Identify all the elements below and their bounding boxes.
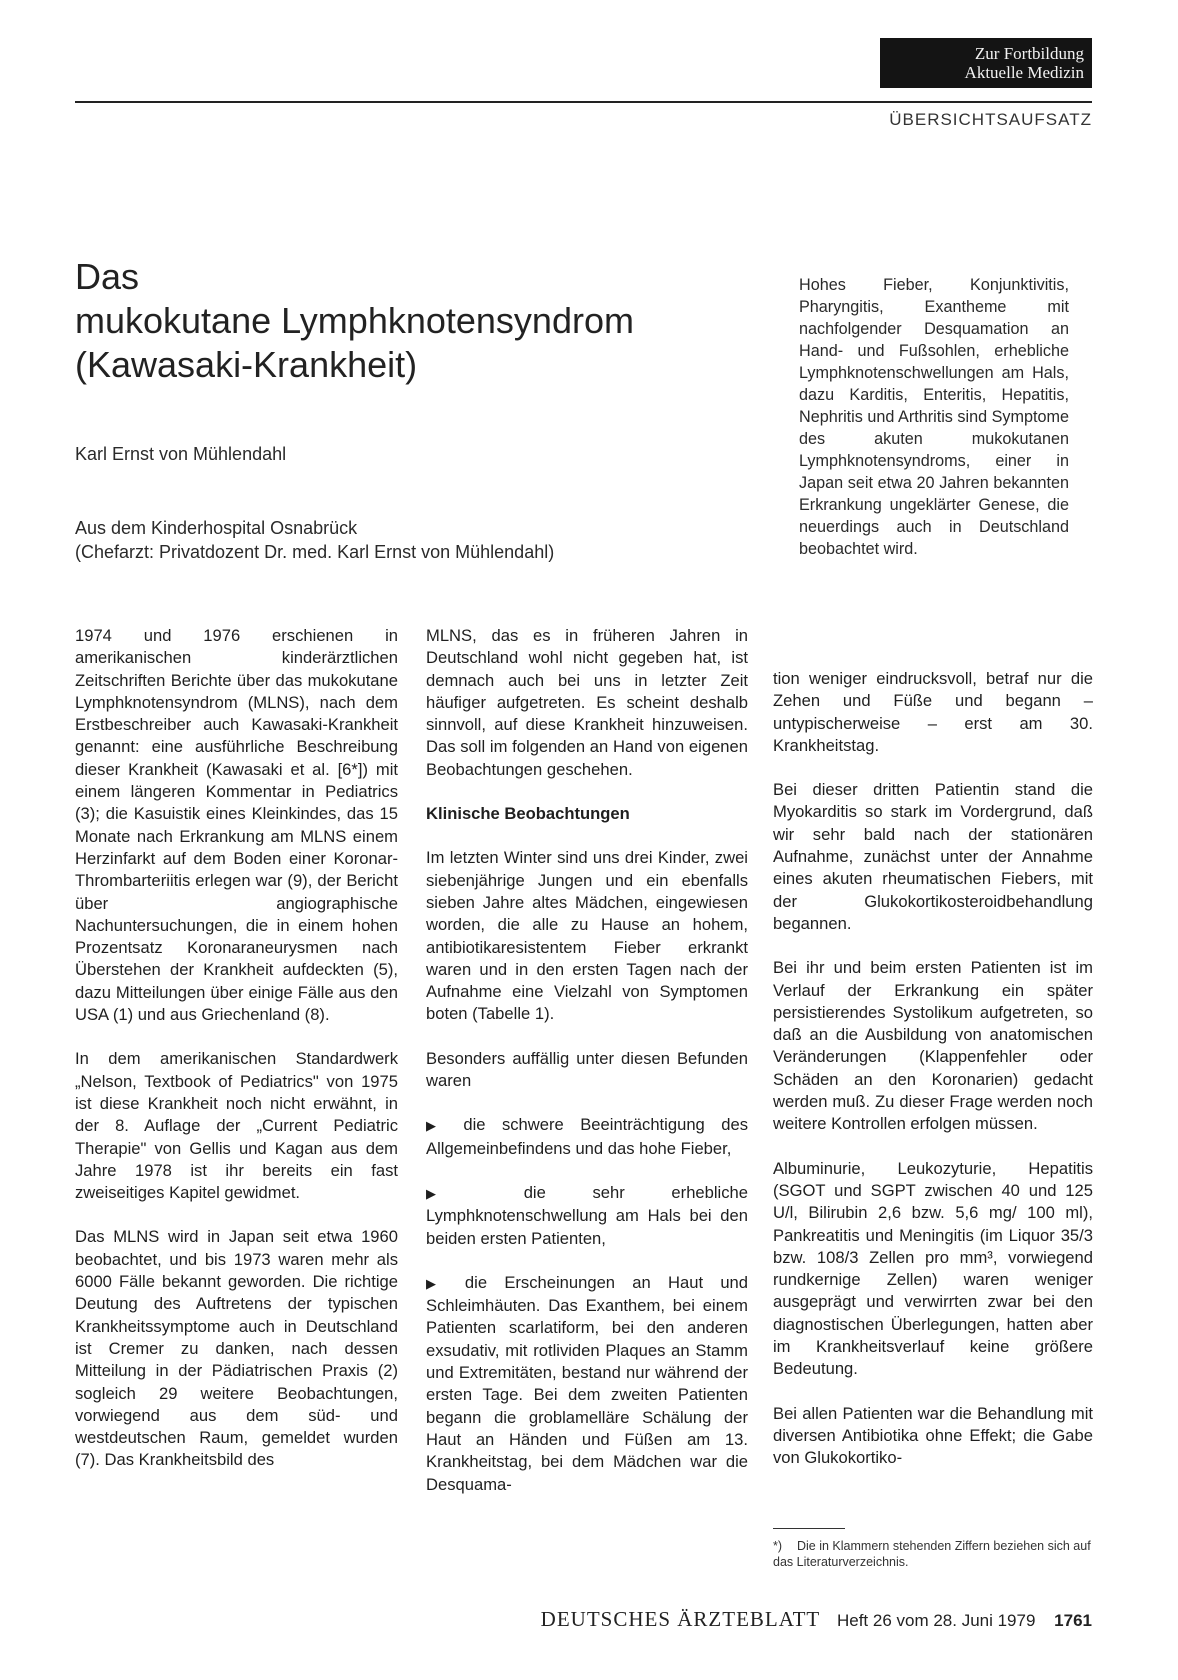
journal-name: DEUTSCHES ÄRZTEBLATT <box>540 1607 821 1631</box>
page-number: 1761 <box>1054 1611 1092 1630</box>
header-rule <box>75 101 1092 103</box>
paragraph: Bei ihr und beim ersten Patienten ist im Verlauf der Erkrankung ein später persistierendes Systolikum aufgetreten, so daß an die Ausbildung von anatomischen Veränderungen (Klappenfehler oder Schäden an den Koronarien) gedacht werden muß. Zu dieser Frage werden noch weitere Kontrollen erfolgen müssen. <box>773 958 1093 1134</box>
paragraph: Bei dieser dritten Patientin stand die Myokarditis so stark im Vordergrund, daß wir sehr bald nach der stationären Aufnahme, zunächst unter der Annahme eines akuten rheumatischen Fiebers, mit der Glukokortikosteroidbehandlung begannen. <box>773 780 1093 933</box>
issue-info: Heft 26 vom 28. Juni 1979 <box>836 1611 1036 1630</box>
series-badge <box>880 38 1092 88</box>
text-column-2 <box>426 625 748 1518</box>
page-footer <box>541 1607 1092 1632</box>
section-heading: Klinische Beobachtungen <box>426 804 630 824</box>
section-label: ÜBERSICHTSAUFSATZ <box>889 110 1092 129</box>
badge-line-2: Aktuelle Medizin <box>964 63 1084 82</box>
paragraph: 1974 und 1976 erschienen in amerikanischen kinderärztlichen Zeitschriften Berichte über das mukokutane Lymphknotensyndrom (MLNS), nach dem Erstbeschreiber auch Kawasaki-Krankheit genannt: eine ausführliche Beschreibung dieser Krankheit (Kawasaki et al. [6*]) mit einem längeren Kommentar in Pediatrics (3); die Kasuistik eines Kleinkindes, das 15 Monate nach Erkrankung am MLNS einem Herzinfarkt auf dem Boden einer Koronar-Thrombarteriitis erlegen war (9), der Bericht über angiographische Nachuntersuchungen, die in einem hohen Prozentsatz Koronaraneurysmen nach Überstehen der Krankheit aufdeckten (5), dazu Mitteilungen über einige Fälle aus den USA (1) und aus Griechenland (8). <box>75 626 398 1025</box>
badge-line-1: Zur Fortbildung <box>974 44 1084 63</box>
paragraph: MLNS, das es in früheren Jahren in Deutschland wohl nicht gegeben hat, ist demnach auch bei uns in letzter Zeit häufiger aufgetreten. Es scheint deshalb sinnvoll, auf diese Krankheit hinzuweisen. Das soll im folgenden an Hand von eigenen Beobachtungen geschehen. <box>426 626 748 779</box>
text-column-3 <box>773 668 1093 1492</box>
footnote-text: Die in Klammern stehenden Ziffern beziehen sich auf das Literaturverzeichnis. <box>773 1539 1091 1569</box>
title-line-2: mukokutane Lymphknotensyndrom <box>75 300 634 341</box>
affiliation <box>75 516 554 564</box>
paragraph: Im letzten Winter sind uns drei Kinder, zwei siebenjährige Jungen und ein ebenfalls sieben Jahre altes Mädchen, eingewiesen worden, die alle zu Hause an hohem, antibiotikaresistentem Fieber erkrankt waren und in den ersten Tagen nach der Aufnahme eine Vielzahl von Symptomen boten (Tabelle 1). <box>426 848 748 1024</box>
paragraph: Bei allen Patienten war die Behandlung mit diversen Antibiotika ohne Effekt; die Gabe von Glukokortiko- <box>773 1403 1093 1468</box>
footnote-rule <box>773 1528 845 1529</box>
text-column-1 <box>75 625 398 1494</box>
paragraph: In dem amerikanischen Standardwerk „Nelson, Textbook of Pediatrics" von 1975 ist diese Krankheit noch nicht erwähnt, in der 8. Auflage der „Current Pediatric Therapie" von Gellis und Kagan aus dem Jahre 1978 ist ihr bereits ein fast zweiseitiges Kapitel gewidmet. <box>75 1049 398 1203</box>
bullet-item: ▶ die schwere Beeinträchtigung des Allgemeinbefindens und das hohe Fieber, <box>426 1114 748 1160</box>
bullet-item: ▶ die Erscheinungen an Haut und Schleimhäuten. Das Exanthem, bei einem Patienten scarlatiform, bei den anderen exsudativ, mit rotlividen Plaques an Stamm und Extremitäten, bestand nur während der ersten Tage. Bei dem zweiten Patienten begann die groblamelläre Schälung der Haut an Händen und Füßen am 13. Krankheitstag, bei dem Mädchen war die Desquama- <box>426 1272 748 1496</box>
abstract: Hohes Fieber, Konjunktivitis, Pharyngitis, Exantheme mit nachfolgender Desquamation an Hand- und Fußsohlen, erhebliche Lymphknotenschwellungen am Hals, dazu Karditis, Enteritis, Hepatitis, Nephritis und Arthritis sind Symptome des akuten mukokutanen Lymphknotensyndroms, einer in Japan seit etwa 20 Jahren bekannten Erkrankung ungeklärter Genese, die neuerdings auch in Deutschland beobachtet wird. <box>799 276 1069 558</box>
paragraph: Albuminurie, Leukozyturie, Hepatitis (SGOT und SGPT zwischen 40 und 125 U/l, Bilirubin 2,6 bzw. 5,6 mg/ 100 ml), Pankreatitis und Meningitis (im Liquor 35/3 bzw. 108/3 Zellen pro mm³, vorwiegend rundkernige Zellen) waren weniger ausgeprägt und verwirrten zwar bei den diagnostischen Überlegungen, hatten aber im Krankheitsverlauf keine größere Bedeutung. <box>773 1158 1093 1379</box>
affiliation-line-1: Aus dem Kinderhospital Osnabrück <box>75 518 358 538</box>
paragraph: tion weniger eindrucksvoll, betraf nur die Zehen und Füße und begann – untypischerweise – erst am 30. Krankheitstag. <box>773 669 1093 755</box>
paragraph: Das MLNS wird in Japan seit etwa 1960 beobachtet, und bis 1973 waren mehr als 6000 Fälle bekannt geworden. Die richtige Deutung des Auftretens der typischen Krankheitssymptome auch in Deutschland ist Cremer zu danken, nach dessen Mitteilung in der Pädiatrischen Praxis (2) sogleich 29 weitere Beobachtungen, vorwiegend aus dem süd- und westdeutschen Raum, gemeldet wurden (7). Das Krankheitsbild des <box>75 1227 398 1470</box>
title-line-3: (Kawasaki-Krankheit) <box>75 344 418 385</box>
bullet-item: ▶ die sehr erhebliche Lymphknotenschwellung am Hals bei den beiden ersten Patienten, <box>426 1182 748 1250</box>
paragraph: Besonders auffällig unter diesen Befunden waren <box>426 1048 748 1091</box>
affiliation-line-2: (Chefarzt: Privatdozent Dr. med. Karl Ernst von Mühlendahl) <box>75 542 555 562</box>
title-line-1: Das <box>75 256 140 297</box>
author-name: Karl Ernst von Mühlendahl <box>75 444 287 464</box>
footnote-mark: *) <box>773 1539 783 1553</box>
article-title <box>75 255 715 387</box>
footnote <box>773 1538 1093 1570</box>
